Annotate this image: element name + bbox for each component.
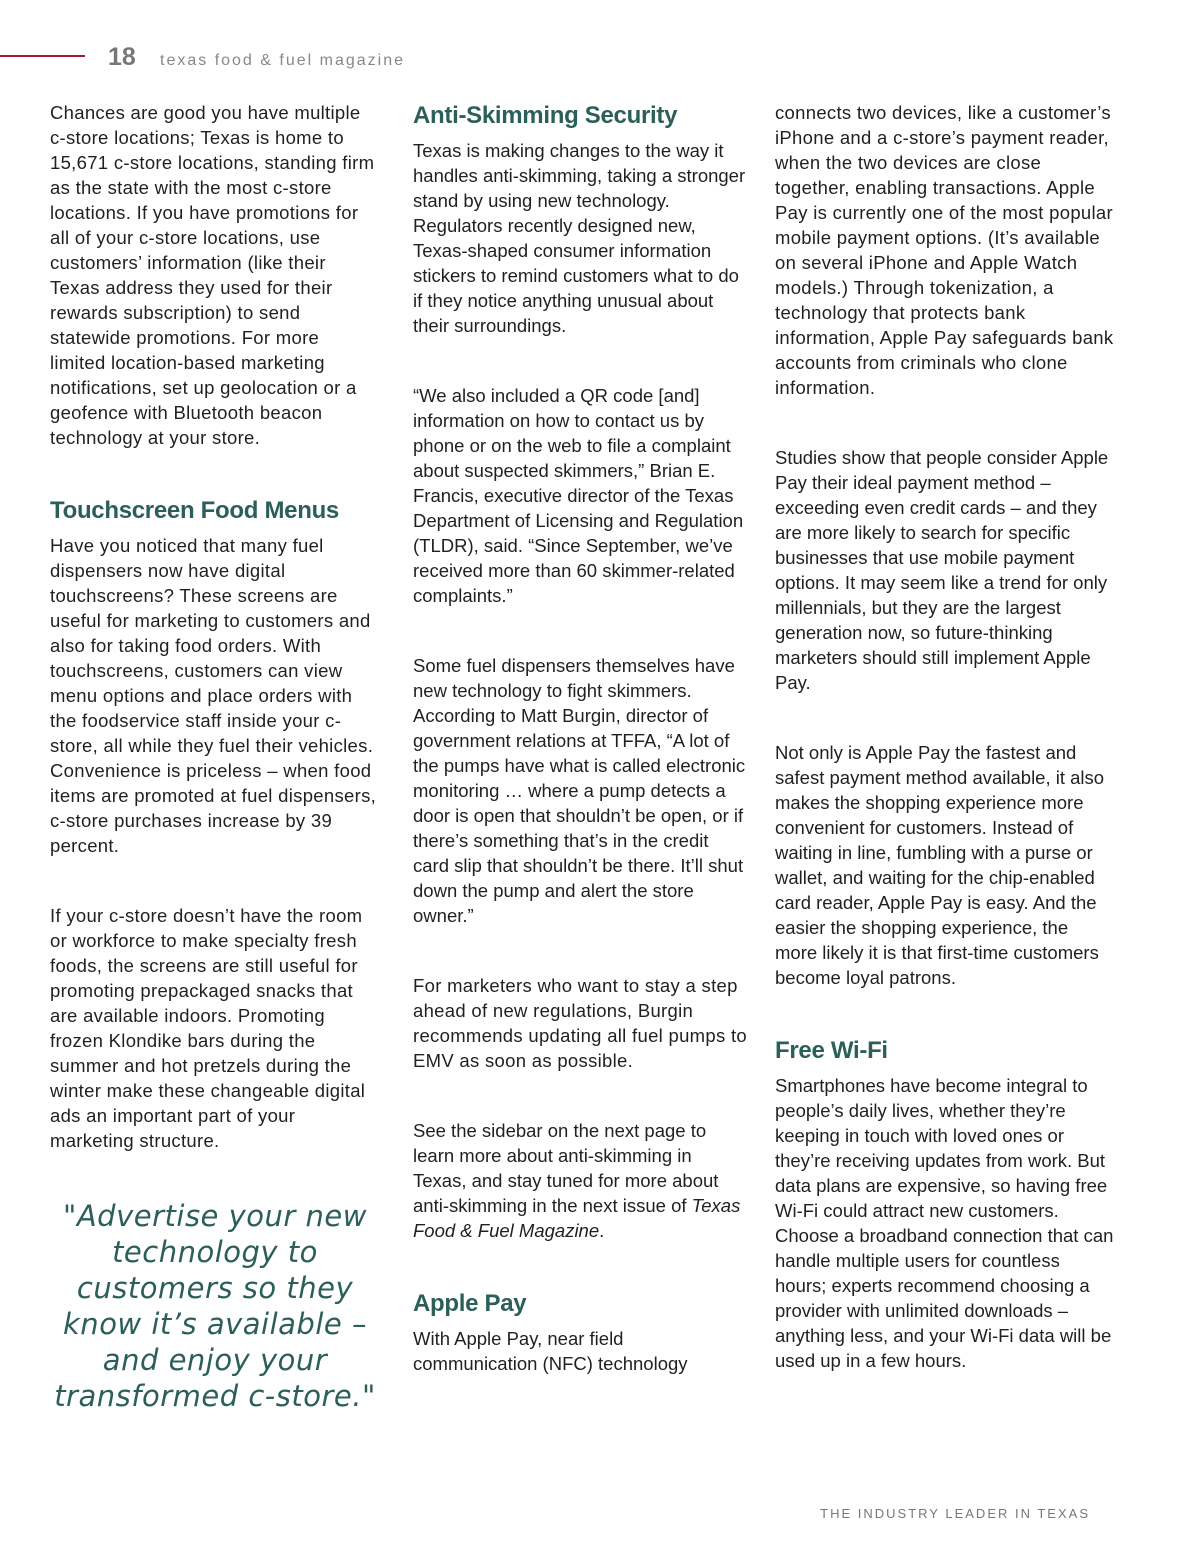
pull-quote: "Advertise your new technology to customers so they know it’s available – and enjoy your transformed c-store." xyxy=(54,1199,376,1413)
column-3 xyxy=(775,100,1115,1418)
column-1 xyxy=(50,100,380,1414)
antiskimming-paragraph-5 xyxy=(413,1118,748,1243)
antiskimming-paragraph-4: For marketers who want to stay a step ahead of new regulations, Burgin recommends updating all fuel pumps to EMV as soon as possible. xyxy=(413,975,748,1071)
intro-paragraph: Chances are good you have multiple c-store locations; Texas is home to 15,671 c-store locations, standing firm as the state with the most c-store locations. If you have promotions for all of your c-store locations, use customers’ information (like their Texas address they used for their rewards subscription) to send statewide promotions. For more limited location-based marketing notifications, set up geolocation or a geofence with Bluetooth beacon technology at your store. xyxy=(50,102,375,448)
touchscreen-paragraph-1: Have you noticed that many fuel dispensers now have digital touchscreens? These screens are useful for marketing to customers and also for taking food orders. With touchscreens, customers can view menu options and place orders with the foodservice staff inside your c-store, all while they fuel their vehicles. Convenience is priceless – when food items are promoted at fuel dispensers, c-store purchases increase by 39 percent. xyxy=(50,535,377,856)
magazine-name: texas food & fuel magazine xyxy=(160,52,406,69)
heading-touchscreen-food-menus: Touchscreen Food Menus xyxy=(50,497,339,524)
antiskimming-paragraph-3: Some fuel dispensers themselves have new technology to fight skimmers. According to Matt Burgin, director of government relations at TFFA, “A lot of the pumps have what is called electronic monitoring … where a pump detects a door is open that shouldn’t be open, or if there’s something that’s in the credit card slip that shouldn’t be there. It’ll shut down the pump and alert the store owner.” xyxy=(413,655,746,926)
sentence-end: . xyxy=(599,1220,605,1241)
heading-anti-skimming-security: Anti-Skimming Security xyxy=(413,102,678,129)
column-2 xyxy=(413,100,748,1421)
applepay-paragraph-3: Studies show that people consider Apple Pay their ideal payment method – exceeding even credit cards – and they are more likely to search for specific businesses that use mobile payment options. It may seem like a trend for only millennials, but they are the largest generation now, so future-thinking marketers should still implement Apple Pay. xyxy=(775,447,1109,693)
touchscreen-paragraph-2: If your c-store doesn’t have the room or workforce to make specialty fresh foods, the screens are still useful for promoting prepackaged snacks that are available indoors. Promoting frozen Klondike bars during the summer and hot pretzels during the winter make these changeable digital ads an important part of your marketing structure. xyxy=(50,905,366,1151)
applepay-paragraph-2: connects two devices, like a customer’s iPhone and a c-store’s payment reader, when the two devices are close together, enabling transactions. Apple Pay is currently one of the most popular mobile payment options. (It’s available on several iPhone and Apple Watch models.) Through tokenization, a technology that protects bank information, Apple Pay safeguards bank accounts from criminals who clone information. xyxy=(775,102,1114,398)
heading-free-wifi: Free Wi-Fi xyxy=(775,1037,888,1064)
antiskimming-paragraph-2: “We also included a QR code [and] information on how to contact us by phone or on the web to file a complaint about suspected skimmers,” Brian E. Francis, executive director of the Texas Department of Licensing and Regulation (TLDR), said. “Since September, we’ve received more than 60 skimmer-related complaints.” xyxy=(413,385,744,606)
header-rule xyxy=(0,55,85,57)
applepay-paragraph-4: Not only is Apple Pay the fastest and safest payment method available, it also makes the shopping experience more convenient for customers. Instead of waiting in line, fumbling with a purse or wallet, and waiting for the chip-enabled card reader, Apple Pay is easy. And the easier the shopping experience, the more likely it is that first-time customers become loyal patrons. xyxy=(775,742,1105,988)
sidebar-reference-text: See the sidebar on the next page to learn more about anti-skimming in Texas, and stay tuned for more about anti-skimming in the next issue of xyxy=(413,1120,719,1216)
heading-apple-pay: Apple Pay xyxy=(413,1290,527,1317)
magazine-title-italic: Texas Food & Fuel Magazine xyxy=(413,1195,741,1241)
wifi-paragraph: Smartphones have become integral to people’s daily lives, whether they’re keeping in touch with loved ones or they’re receiving updates from work. But data plans are expensive, so having free Wi-Fi could attract new customers. Choose a broadband connection that can handle multiple users for countless hours; experts recommend choosing a provider with unlimited downloads – anything less, and your Wi-Fi data will be used up in a few hours. xyxy=(775,1075,1114,1371)
page-number: 18 xyxy=(108,43,136,71)
antiskimming-paragraph-1: Texas is making changes to the way it handles anti-skimming, taking a stronger stand by using new technology. Regulators recently designed new, Texas-shaped consumer information stickers to remind customers what to do if they notice anything unusual about their surroundings. xyxy=(413,140,746,336)
footer-tagline: THE INDUSTRY LEADER IN TEXAS xyxy=(820,1506,1090,1521)
applepay-paragraph-1: With Apple Pay, near field communication (NFC) technology xyxy=(413,1328,688,1374)
